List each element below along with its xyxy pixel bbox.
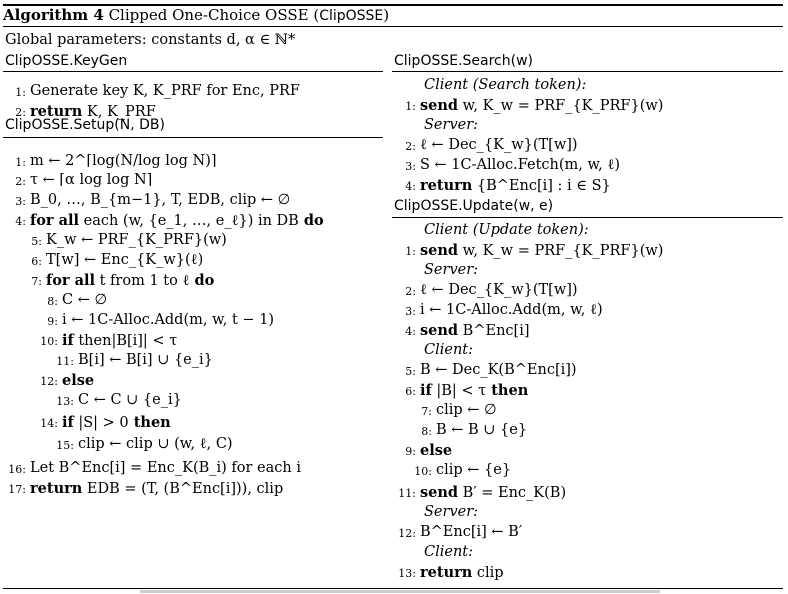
- setup-line: [56, 352, 213, 368]
- line-code: send w, K_w = PRF_{K_PRF}(w): [420, 242, 664, 259]
- update-line: [405, 282, 578, 299]
- section-setup-underline: [3, 137, 383, 138]
- line-number: 10:: [40, 335, 58, 348]
- line-number: 13:: [56, 395, 74, 408]
- update-line: [405, 382, 529, 399]
- search-line: [424, 77, 586, 93]
- setup-line: [31, 232, 227, 248]
- update-line: [405, 442, 453, 459]
- line-code: i ← 1C-Alloc.Add(m, w, ℓ): [420, 302, 603, 318]
- line-number: 9:: [47, 315, 58, 328]
- setup-line: [40, 414, 171, 431]
- line-number: 2:: [405, 285, 416, 298]
- line-code: ℓ ← Dec_{K_w}(T[w]): [420, 137, 578, 153]
- line-number: 4:: [405, 180, 416, 193]
- section-search: ClipOSSE.Search(w): [394, 53, 534, 69]
- line-number: 17:: [8, 483, 26, 496]
- update-line: [398, 484, 567, 501]
- setup-line: [47, 312, 275, 328]
- line-code: else: [420, 442, 453, 459]
- section-search-underline: [392, 71, 783, 72]
- page-scroll-shadow: [140, 590, 660, 593]
- line-number: 5:: [405, 365, 416, 378]
- line-code: B[i] ← B[i] ∪ {e_i}: [78, 352, 213, 368]
- line-code: if then|B[i]| < τ: [62, 332, 178, 349]
- line-number: 11:: [398, 487, 416, 500]
- search-line: [424, 117, 478, 133]
- line-code: Server:: [424, 504, 479, 520]
- line-number: 1:: [405, 245, 416, 258]
- line-number: 9:: [405, 445, 416, 458]
- line-code: for all t from 1 to ℓ do: [46, 272, 215, 289]
- update-line: [424, 262, 478, 278]
- line-code: K_w ← PRF_{K_PRF}(w): [46, 232, 227, 248]
- line-code: return EDB = (T, (B^Enc[i])), clip: [30, 480, 284, 497]
- line-code: Generate key K, K_PRF for Enc, PRF: [30, 83, 300, 99]
- setup-line: [8, 460, 301, 476]
- bottom-rule: [3, 588, 783, 589]
- line-code: else: [62, 372, 95, 389]
- keygen-line: [15, 83, 300, 99]
- line-code: send B′ = Enc_K(B): [420, 484, 567, 501]
- section-setup: ClipOSSE.Setup(N, DB): [5, 117, 165, 133]
- line-number: 13:: [398, 567, 416, 580]
- global-parameters: Global parameters: constants d, α ∈ ℕ*: [5, 32, 296, 48]
- line-number: 11:: [56, 355, 74, 368]
- line-code: Let B^Enc[i] = Enc_K(B_i) for each i: [30, 460, 301, 476]
- line-code: C ← ∅: [62, 292, 108, 308]
- line-code: Client (Update token):: [424, 222, 589, 238]
- update-line: [414, 462, 512, 478]
- line-number: 6:: [31, 255, 42, 268]
- line-number: 8:: [421, 425, 432, 438]
- line-code: C ← C ∪ {e_i}: [78, 392, 182, 408]
- keygen-line: [15, 103, 156, 120]
- line-number: 3:: [15, 195, 26, 208]
- line-code: send w, K_w = PRF_{K_PRF}(w): [420, 97, 664, 114]
- line-number: 15:: [56, 439, 74, 452]
- algorithm-title: Algorithm 4 Clipped One-Choice OSSE (ClipOSSE): [3, 6, 390, 24]
- search-line: [405, 137, 578, 154]
- update-line: [398, 564, 504, 581]
- line-number: 16:: [8, 463, 26, 476]
- line-code: clip ← clip ∪ (w, ℓ, C): [78, 436, 233, 452]
- line-code: clip ← {e}: [436, 462, 512, 478]
- line-number: 2:: [15, 175, 26, 188]
- section-update: ClipOSSE.Update(w, e): [394, 198, 554, 214]
- update-line: [424, 222, 589, 238]
- setup-line: [31, 272, 215, 290]
- line-code: for all each (w, {e_1, …, e_ℓ}) in DB do: [30, 212, 324, 229]
- line-code: return {B^Enc[i] : i ∈ S}: [420, 177, 611, 194]
- line-code: B ← Dec_K(B^Enc[i]): [420, 362, 577, 378]
- line-code: i ← 1C-Alloc.Add(m, w, t − 1): [62, 312, 275, 328]
- setup-line: [15, 153, 217, 169]
- line-code: if |B| < τ then: [420, 382, 529, 399]
- search-line: [405, 97, 664, 114]
- line-number: 12:: [40, 375, 58, 388]
- setup-line: [56, 436, 233, 453]
- line-number: 1:: [15, 86, 26, 99]
- algorithm-short-name: ClipOSSE: [319, 8, 384, 24]
- section-keygen-underline: [3, 71, 383, 72]
- line-number: 2:: [15, 106, 26, 119]
- line-code: Server:: [424, 262, 479, 278]
- line-code: send B^Enc[i]: [420, 322, 530, 339]
- update-line: [405, 362, 577, 378]
- line-code: Client:: [424, 342, 474, 358]
- line-code: B ← B ∪ {e}: [436, 422, 528, 438]
- update-line: [424, 544, 473, 560]
- setup-line: [8, 480, 284, 497]
- line-code: S ← 1C-Alloc.Fetch(m, w, ℓ): [420, 157, 620, 173]
- line-number: 2:: [405, 140, 416, 153]
- line-number: 4:: [405, 325, 416, 338]
- line-code: B_0, …, B_{m−1}, T, EDB, clip ← ∅: [30, 192, 291, 208]
- line-code: Client (Search token):: [424, 77, 587, 93]
- line-number: 10:: [414, 465, 432, 478]
- line-code: m ← 2^⌈log(N/log log N)⌉: [30, 153, 217, 169]
- search-line: [405, 157, 620, 174]
- line-number: 8:: [47, 295, 58, 308]
- line-code: if |S| > 0 then: [62, 414, 171, 431]
- line-code: return clip: [420, 564, 504, 581]
- update-line: [424, 504, 478, 520]
- setup-line: [15, 192, 291, 208]
- setup-line: [40, 332, 178, 349]
- line-code: ℓ ← Dec_{K_w}(T[w]): [420, 282, 578, 298]
- title-rule: [3, 26, 783, 27]
- algorithm-name: Clipped One-Choice OSSE: [108, 6, 309, 24]
- search-line: [405, 177, 611, 194]
- line-code: τ ← ⌈α log log N⌉: [30, 172, 153, 188]
- setup-line: [40, 372, 95, 389]
- update-line: [405, 322, 530, 339]
- section-update-underline: [392, 217, 783, 218]
- update-line: [421, 402, 497, 418]
- line-code: Client:: [424, 544, 474, 560]
- line-code: Server:: [424, 117, 479, 133]
- line-number: 4:: [15, 215, 26, 228]
- line-code: return K, K_PRF: [30, 103, 156, 120]
- section-keygen: ClipOSSE.KeyGen: [5, 53, 128, 69]
- line-code: T[w] ← Enc_{K_w}(ℓ): [46, 252, 204, 268]
- line-number: 14:: [40, 417, 58, 430]
- setup-line: [56, 392, 182, 408]
- line-code: clip ← ∅: [436, 402, 497, 418]
- line-number: 3:: [405, 305, 416, 318]
- update-line: [421, 422, 528, 438]
- line-number: 6:: [405, 385, 416, 398]
- setup-line: [47, 292, 108, 308]
- setup-line: [15, 212, 324, 230]
- algorithm-label: Algorithm 4: [3, 6, 104, 24]
- line-number: 7:: [31, 275, 42, 288]
- line-number: 12:: [398, 527, 416, 540]
- setup-line: [15, 172, 153, 188]
- line-number: 5:: [31, 235, 42, 248]
- line-number: 1:: [15, 156, 26, 169]
- setup-line: [31, 252, 204, 269]
- line-number: 7:: [421, 405, 432, 418]
- update-line: [424, 342, 473, 358]
- update-line: [405, 302, 603, 319]
- line-number: 3:: [405, 160, 416, 173]
- update-line: [398, 524, 523, 540]
- update-line: [405, 242, 664, 259]
- line-number: 1:: [405, 100, 416, 113]
- line-code: B^Enc[i] ← B′: [420, 524, 523, 540]
